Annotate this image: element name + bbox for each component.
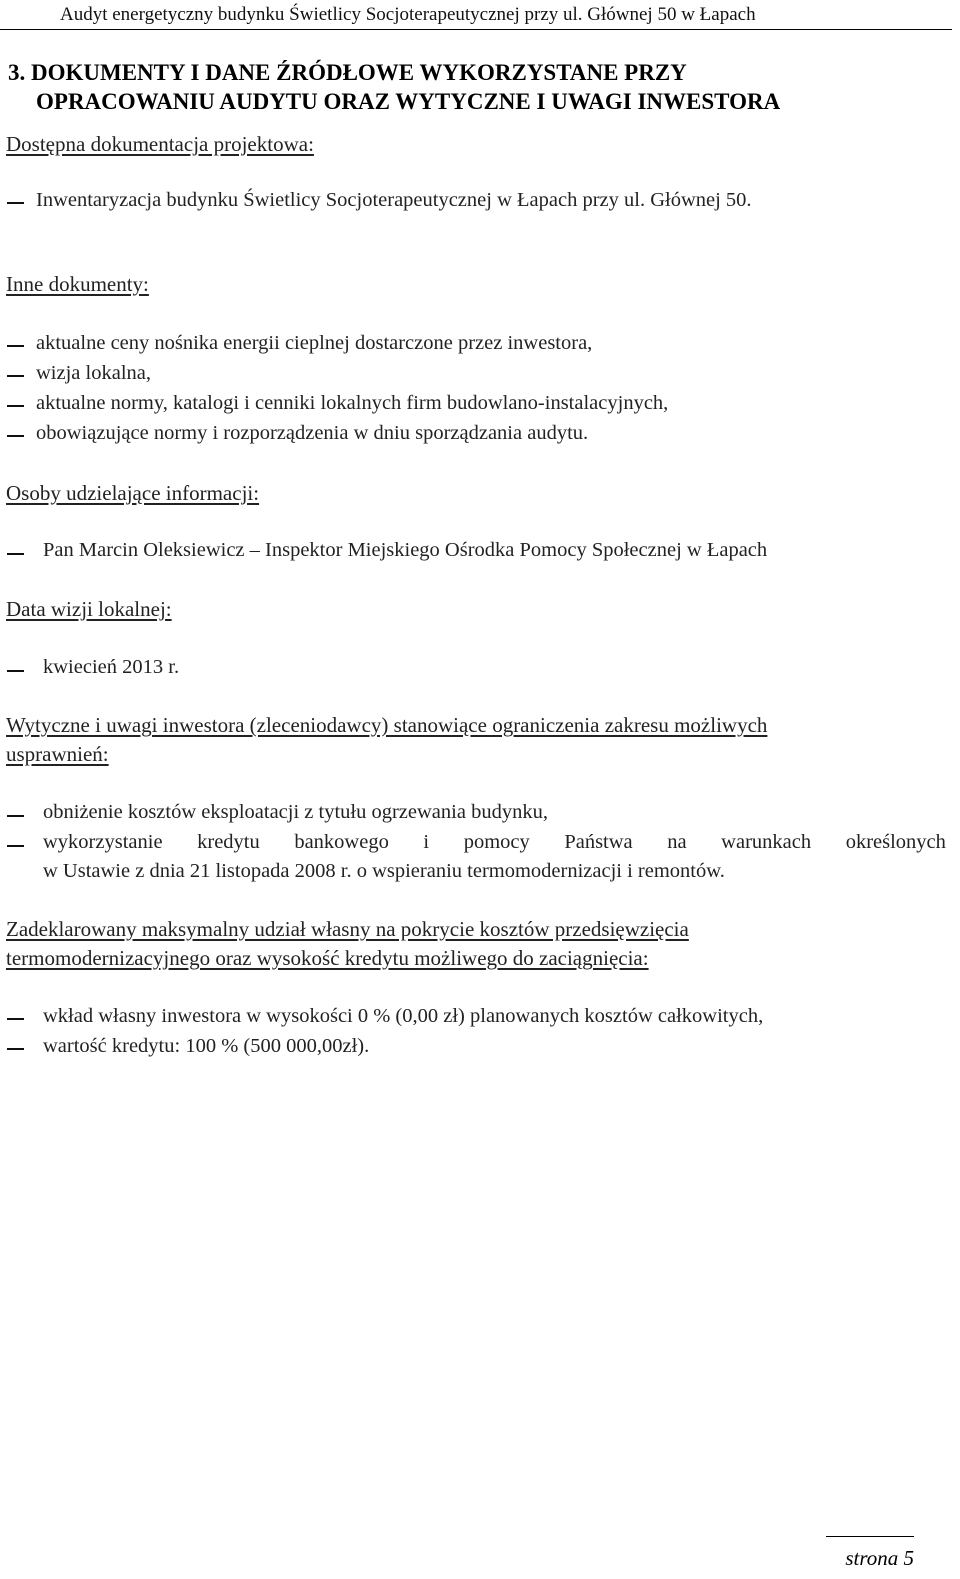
contribution-item: wkład własny inwestora w wysokości 0 % (0,00 zł) planowanych kosztów całkowitych,: [43, 1005, 764, 1027]
dash-bullet: [7, 553, 24, 555]
visit-date-heading: Data wizji lokalnej:: [6, 597, 172, 621]
footer-rule: [826, 1536, 914, 1537]
dash-bullet: [7, 1018, 24, 1020]
dash-bullet: [7, 405, 24, 407]
project-docs-heading: Dostępna dokumentacja projektowa:: [6, 132, 314, 156]
dash-bullet: [7, 435, 24, 437]
other-docs-item: aktualne ceny nośnika energii cieplnej dostarczone przez inwestora,: [36, 332, 593, 354]
informants-heading: Osoby udzielające informacji:: [6, 481, 260, 505]
word: wykorzystanie: [43, 831, 163, 853]
word: i: [423, 831, 430, 853]
word: bankowego: [294, 831, 389, 853]
dash-bullet: [7, 815, 24, 817]
running-header: Audyt energetyczny budynku Świetlicy Socjoterapeutycznej przy ul. Głównej 50 w Łapach: [60, 4, 756, 25]
dash-bullet: [7, 202, 24, 204]
dash-bullet: [7, 345, 24, 347]
header-rule: [0, 29, 952, 30]
word: warunkach: [721, 831, 812, 853]
word: określonych: [845, 831, 946, 853]
dash-bullet: [7, 1048, 24, 1050]
other-docs-item: obowiązujące normy i rozporządzenia w dniu sporządzania audytu.: [36, 422, 589, 444]
guidelines-item: obniżenie kosztów eksploatacji z tytułu ogrzewania budynku,: [43, 801, 548, 823]
guidelines-heading-line2: usprawnień:: [6, 742, 109, 766]
section-title-line2: OPRACOWANIU AUDYTU ORAZ WYTYCZNE I UWAGI INWESTORA: [36, 89, 781, 114]
contribution-heading-line2: termomodernizacyjnego oraz wysokość kredytu możliwego do zaciągnięcia:: [6, 946, 649, 970]
informants-item: Pan Marcin Oleksiewicz – Inspektor Miejskiego Ośrodka Pomocy Społecznej w Łapach: [43, 539, 768, 561]
dash-bullet: [7, 845, 24, 847]
other-docs-item: wizja lokalna,: [36, 362, 151, 384]
contribution-heading-line1: Zadeklarowany maksymalny udział własny na pokrycie kosztów przedsięwzięcia: [6, 917, 689, 941]
guidelines-heading-line1: Wytyczne i uwagi inwestora (zleceniodawcy) stanowiące ograniczenia zakresu możliwych: [6, 713, 768, 737]
section-title-line1: 3. DOKUMENTY I DANE ŹRÓDŁOWE WYKORZYSTANE PRZY: [8, 60, 687, 85]
word: kredytu: [197, 831, 260, 853]
visit-date-item: kwiecień 2013 r.: [43, 656, 180, 678]
other-docs-heading: Inne dokumenty:: [6, 272, 149, 296]
contribution-item: wartość kredytu: 100 % (500 000,00zł).: [43, 1035, 370, 1057]
word: pomocy: [463, 831, 530, 853]
guidelines-item-justified: [43, 831, 946, 854]
page-number: strona 5: [845, 1546, 914, 1570]
guidelines-item-continuation: w Ustawie z dnia 21 listopada 2008 r. o wspieraniu termomodernizacji i remontów.: [43, 860, 725, 882]
word: na: [667, 831, 687, 853]
dash-bullet: [7, 670, 24, 672]
dash-bullet: [7, 375, 24, 377]
project-docs-item: Inwentaryzacja budynku Świetlicy Socjoterapeutycznej w Łapach przy ul. Głównej 50.: [36, 189, 752, 211]
other-docs-item: aktualne normy, katalogi i cenniki lokalnych firm budowlano-instalacyjnych,: [36, 392, 669, 414]
word: Państwa: [564, 831, 633, 853]
